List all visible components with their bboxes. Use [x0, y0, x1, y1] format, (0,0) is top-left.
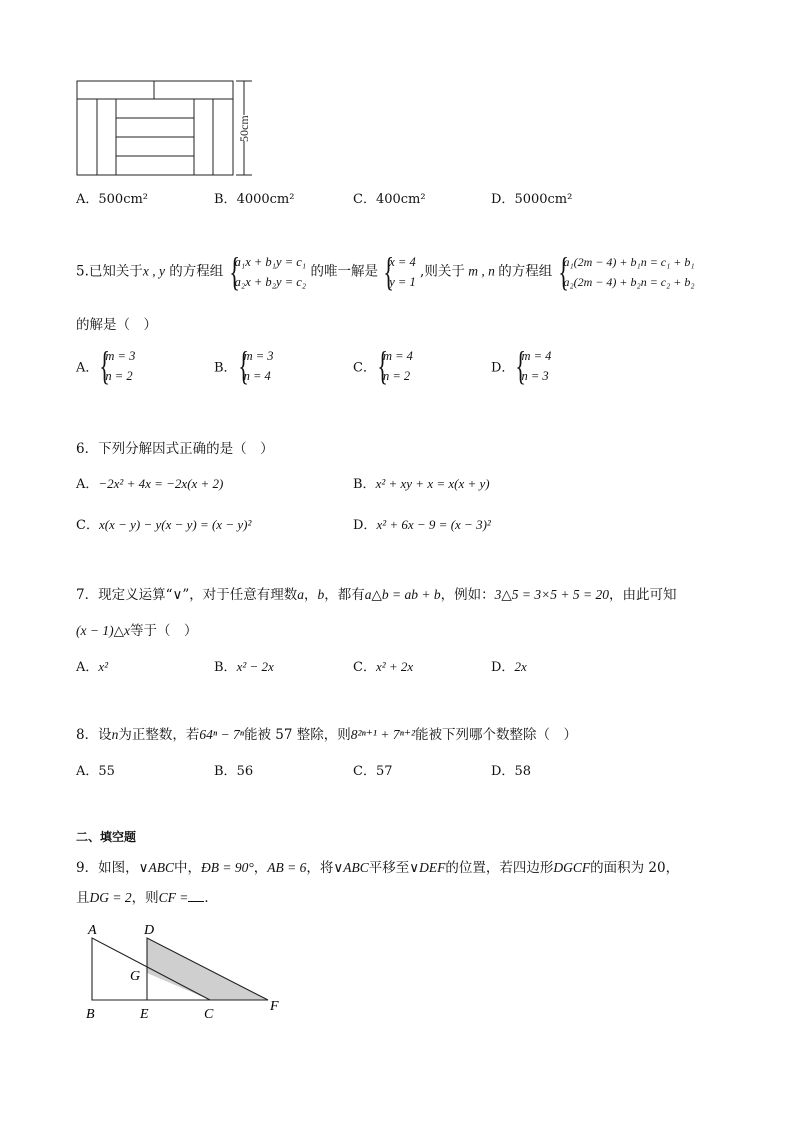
q6-option-b[interactable]: B．x² + xy + x = x(x + y): [353, 476, 490, 492]
q8-option-a[interactable]: A．55: [76, 764, 115, 779]
q7-option-d[interactable]: D．2x: [491, 659, 527, 675]
section-heading: 二、填空题: [76, 830, 137, 844]
label-d: D: [144, 923, 155, 938]
q4-dimension-label: 50cm: [237, 115, 251, 142]
q5-stem: 5.已知关于x , y 的方程组 { a₁x + b₁y = c₁ a₂x + b₂y = c₂ 的唯一解是 { x = 4 y = 1 ,则关于 m , n 的方程组 { a₁(2m − 4) + b₁n = c₁ + b₁ a₂(2m − 4) + b₂n = c₂ + b₂: [76, 252, 695, 292]
q9-line2: 且DG = 2，则CF = ．: [76, 890, 218, 906]
q7-option-a[interactable]: A．x²: [76, 659, 109, 675]
q4-option-c[interactable]: C．400cm²: [353, 192, 426, 207]
q5-option-b[interactable]: B． { m = 3 n = 4: [214, 346, 274, 386]
q7-stem: 7．现定义运算“∨”，对于任意有理数a，b，都有a△b = ab + b，例如：3△5 = 3×5 + 5 = 20，由此可知: [76, 587, 677, 603]
q7-line2: (x − 1)△x等于（ ）: [76, 623, 198, 639]
answer-blank[interactable]: [188, 889, 204, 902]
q8-stem: 8．设n为正整数，若64ⁿ − 7ⁿ能被 57 整除，则8²ⁿ⁺¹ + 7ⁿ⁺²能被下列哪个数整除（ ）: [76, 727, 577, 743]
q8-option-c[interactable]: C．57: [353, 764, 393, 779]
q7-option-b[interactable]: B．x² − 2x: [214, 659, 274, 675]
q5-system-2: { a₁(2m − 4) + b₁n = c₁ + b₁ a₂(2m − 4) + b₂n = c₂ + b₂: [557, 252, 695, 292]
q5-option-d[interactable]: D． { m = 4 n = 3: [491, 346, 551, 386]
q5-solution: { x = 4 y = 1: [382, 252, 415, 292]
label-f: F: [270, 999, 279, 1014]
q4-rectangle-figure: [70, 75, 270, 180]
label-e: E: [140, 1007, 149, 1022]
q5-option-a[interactable]: A． { m = 3 n = 2: [76, 346, 135, 386]
label-g: G: [130, 969, 141, 984]
q8-option-d[interactable]: D．58: [491, 764, 531, 779]
q6-option-d[interactable]: D．x² + 6x − 9 = (x − 3)²: [353, 517, 491, 533]
q5-line2: 的解是（ ）: [76, 317, 157, 333]
q4-option-a[interactable]: A．500cm²: [76, 192, 149, 207]
label-c: C: [204, 1007, 214, 1022]
q9-line1: 9．如图，∨ABC中，ÐB = 90°，AB = 6，将∨ABC平移至∨DEF的位置，若四边形DGCF的面积为 20，: [76, 860, 680, 876]
q4-option-b[interactable]: B．4000cm²: [214, 192, 295, 207]
q7-option-c[interactable]: C．x² + 2x: [353, 659, 414, 675]
q4-option-d[interactable]: D．5000cm²: [491, 192, 573, 207]
label-a: A: [88, 923, 97, 938]
label-b: B: [86, 1007, 95, 1022]
q5-option-c[interactable]: C． { m = 4 n = 2: [353, 346, 413, 386]
q8-option-b[interactable]: B．56: [214, 764, 254, 779]
q9-triangle-figure: [80, 918, 290, 1028]
q6-option-a[interactable]: A．−2x² + 4x = −2x(x + 2): [76, 476, 224, 492]
q5-system-1: { a₁x + b₁y = c₁ a₂x + b₂y = c₂: [228, 252, 307, 292]
q6-stem: 6．下列分解因式正确的是（ ）: [76, 441, 274, 457]
q6-option-c[interactable]: C．x(x − y) − y(x − y) = (x − y)²: [76, 517, 252, 533]
